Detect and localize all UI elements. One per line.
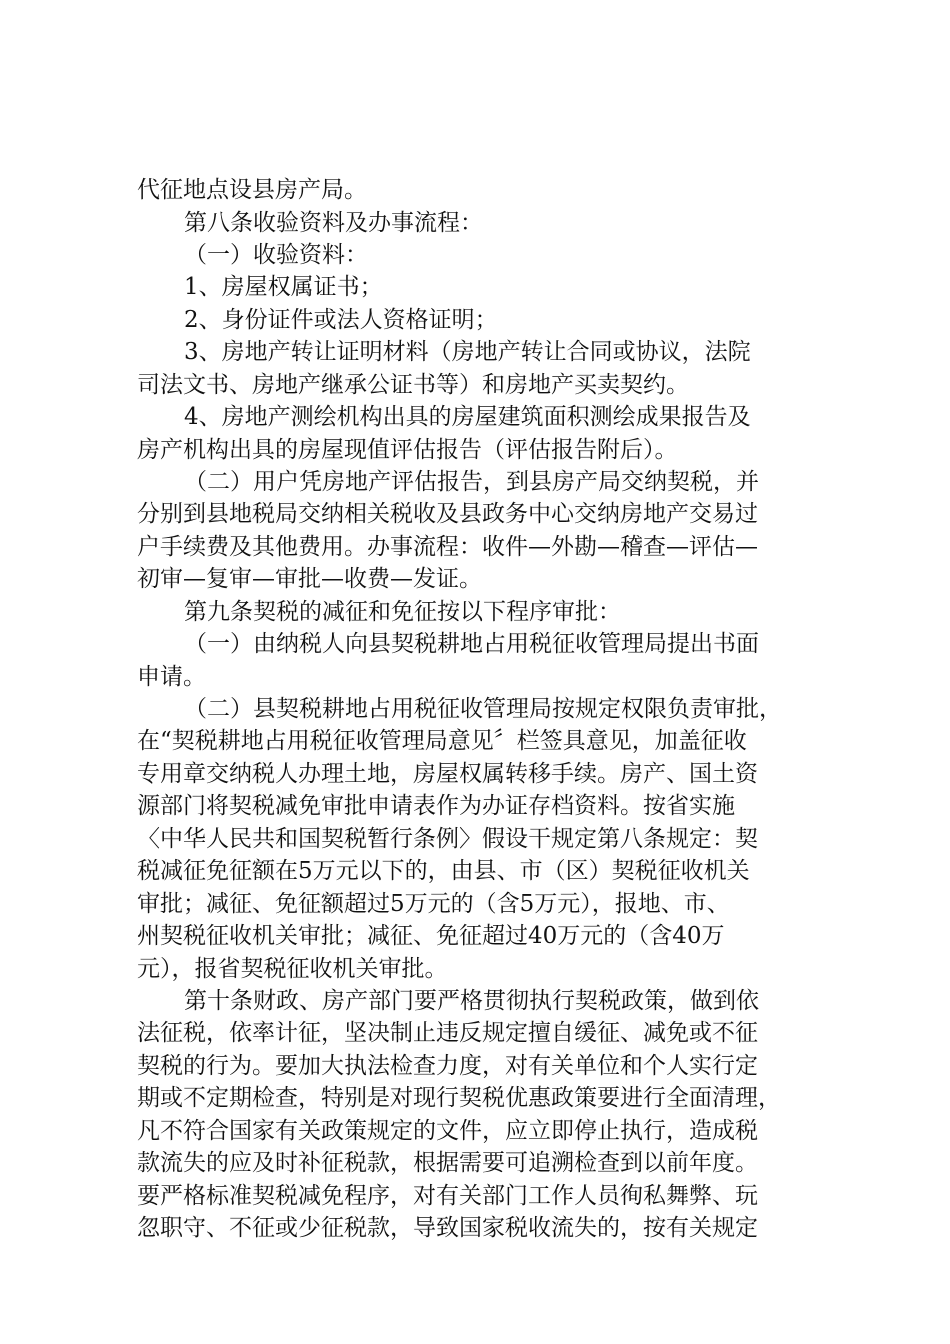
text-line: 款流失的应及时补征税款，根据需要可追溯检查到以前年度。	[137, 1150, 758, 1176]
text-line: 专用章交纳税人办理土地，房屋权属转移手续。房产、国土资	[137, 761, 758, 787]
text-line: 期或不定期检查，特别是对现行契税优惠政策要进行全面清理，	[137, 1085, 781, 1111]
text-line: 4、房地产测绘机构出具的房屋建筑面积测绘成果报告及	[184, 404, 751, 430]
text-line: 元），报省契税征收机关审批。	[137, 956, 448, 982]
text-line: 源部门将契税减免审批申请表作为办证存档资料。按省实施	[137, 793, 735, 819]
text-line: 在“契税耕地占用税征收管理局意见〞栏签具意见，加盖征收	[137, 728, 747, 754]
text-line: 3、房地产转让证明材料（房地产转让合同或协议，法院	[184, 339, 751, 365]
text-line: 契税的行为。要加大执法检查力度，对有关单位和个人实行定	[137, 1053, 758, 1079]
text-line: 要严格标准契税减免程序，对有关部门工作人员徇私舞弊、玩	[137, 1183, 758, 1209]
text-line: 初审—复审—审批—收费—发证。	[137, 566, 482, 592]
text-line: 1、房屋权属证书；	[184, 274, 383, 300]
text-line: 忽职守、不征或少征税款，导致国家税收流失的，按有关规定	[137, 1215, 758, 1241]
text-line: 第九条契税的减征和免征按以下程序审批：	[184, 599, 621, 625]
text-line: 州契税征收机关审批；减征、免征超过40万元的（含40万	[137, 923, 725, 949]
text-line: 第十条财政、房产部门要严格贯彻执行契税政策，做到依	[184, 988, 759, 1014]
text-line: 司法文书、房地产继承公证书等）和房地产买卖契约。	[137, 372, 689, 398]
text-line: 户手续费及其他费用。办事流程：收件—外勘—稽查—评估—	[137, 534, 758, 560]
text-line: 第八条收验资料及办事流程：	[184, 210, 483, 236]
text-line: 房产机构出具的房屋现值评估报告（评估报告附后）。	[137, 437, 678, 463]
text-line: 申请。	[137, 664, 206, 690]
text-line: 〈中华人民共和国契税暂行条例〉假设干规定第八条规定：契	[137, 826, 758, 852]
text-line: 2、身份证件或法人资格证明；	[184, 307, 498, 333]
text-line: 分别到县地税局交纳相关税收及县政务中心交纳房地产交易过	[137, 501, 758, 527]
text-line: 凡不符合国家有关政策规定的文件，应立即停止执行，造成税	[137, 1118, 758, 1144]
text-line: 税减征免征额在5万元以下的，由县、市（区）契税征收机关	[137, 858, 750, 884]
text-line: （二）县契税耕地占用税征收管理局按规定权限负责审批，	[184, 696, 782, 722]
text-line: （一）由纳税人向县契税耕地占用税征收管理局提出书面	[184, 631, 759, 657]
text-line: 审批；减征、免征额超过5万元的（含5万元），报地、市、	[137, 891, 730, 917]
text-line: （一）收验资料：	[184, 242, 368, 268]
text-line: 法征税，依率计征，坚决制止违反规定擅自缓征、减免或不征	[137, 1020, 758, 1046]
text-line: 代征地点设县房产局。	[137, 177, 367, 203]
text-line: （二）用户凭房地产评估报告，到县房产局交纳契税，并	[184, 469, 759, 495]
